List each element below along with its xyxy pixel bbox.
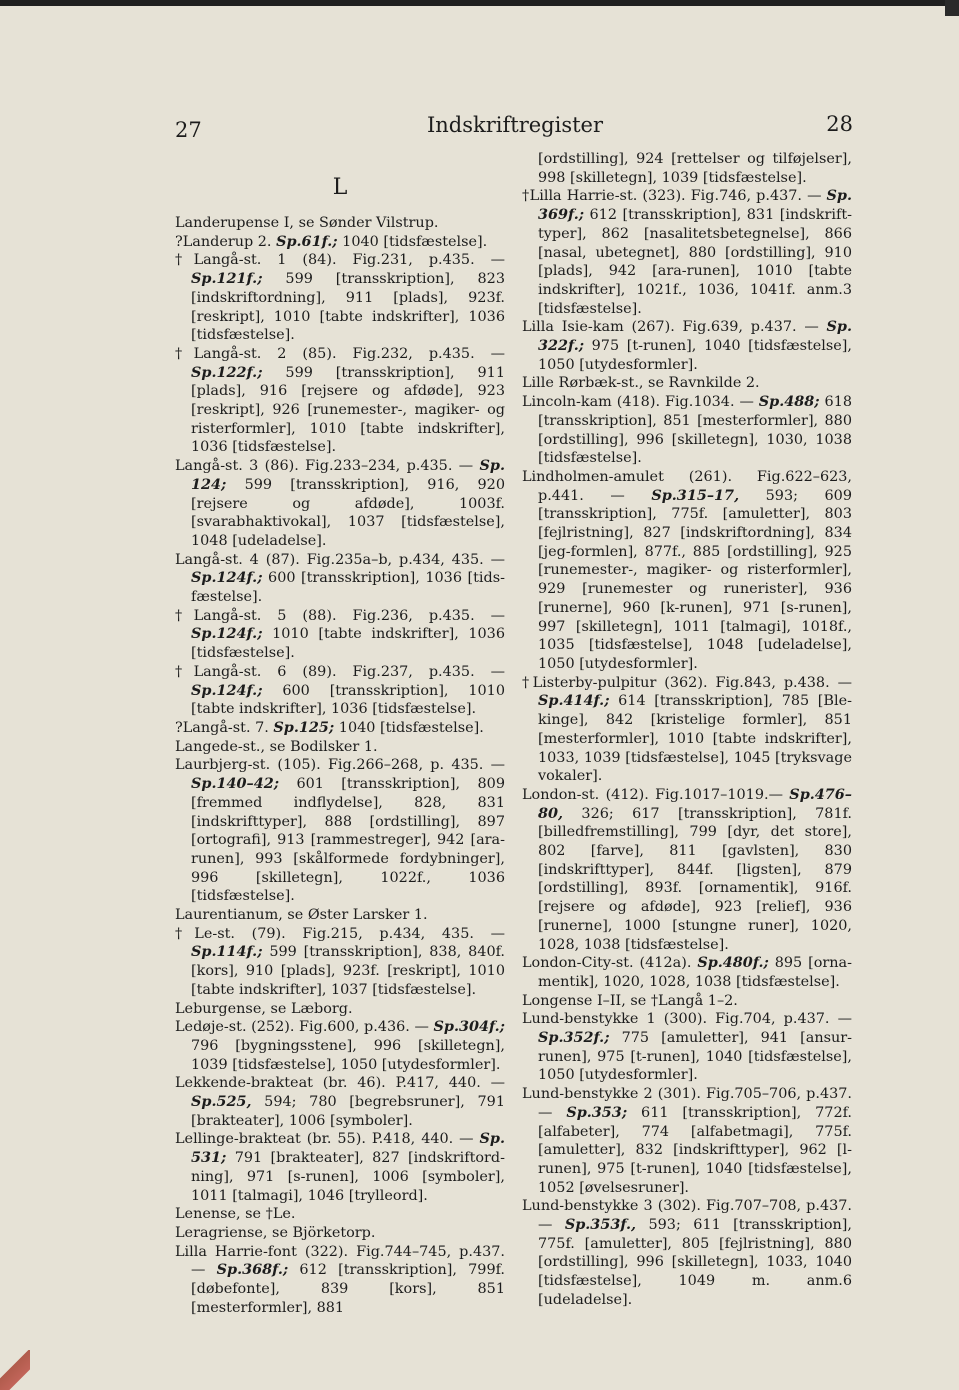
left-entry-list xyxy=(175,214,505,1317)
page-number-right: 28 xyxy=(826,112,853,136)
index-entry: †Langå-st. 1 (84). Fig.231, p.435. — Sp.121f.; 599 [transskription], 823 [indskriftordning], 911 [plads], 923f. [reskript], 1010 [tabte indskrifter], 1036 [tidsfæstelse]. xyxy=(175,252,505,344)
entry-reference: Sp.315–17, xyxy=(651,486,740,504)
entry-reference: Sp.121f.; xyxy=(191,270,263,288)
index-entry: Lille Rørbæk-st., se Ravnkilde 2. xyxy=(522,375,760,392)
entry-reference: Sp.124f.; xyxy=(191,681,263,699)
page-number-left: 27 xyxy=(175,118,202,142)
continued-entry: [ordstilling], 924 [rettelser og tilføjelser], 998 [skilletegn], 1039 [tidsfæstelse]. xyxy=(538,151,852,186)
scan-corner-mark xyxy=(945,0,959,16)
entry-reference: Sp.125; xyxy=(273,718,335,736)
right-column xyxy=(522,150,852,1310)
index-entry: ?Langå-st. 7. Sp.125; 1040 [tidsfæstelse]. xyxy=(175,718,484,736)
index-entry: ?Landerup 2. Sp.61f.; 1040 [tidsfæstelse]. xyxy=(175,232,488,250)
section-letter: L xyxy=(332,175,348,200)
index-entry: †Lilla Harrie-st. (323). Fig.746, p.437. — Sp. 369f.; 612 [transskription], 831 [indskrifttyper], 862 [nasalitetsbetegnelse], 866 [nasal, ubetegnet], 880 [ordstilling], 910 [plads], 942 [ara-runen], 1010 [tabte indskrifter], 1021f., 1036, 1041f. anm.3 [tidsfæstelse]. xyxy=(522,187,852,317)
index-entry: Lund-benstykke 2 (301). Fig.705–706, p.437. — Sp.353; 611 [transskription], 772f. [alfabeter], 774 [alfabetmagi], 775f. [amuletter], 832 [indskrifttyper], 962 [l-runen], 975 [t-runen], 1040 [tidsfæstelse], 1052 [øvelsesruner]. xyxy=(522,1086,853,1196)
index-entry: †Le-st. (79). Fig.215, p.434, 435. — Sp.114f.; 599 [transskription], 838, 840f. [kors], 910 [plads], 923f. [reskript], 1010 [tabte indskrifter], 1037 [tidsfæstelse]. xyxy=(175,925,505,998)
entry-reference: Sp.61f.; xyxy=(276,232,338,250)
entry-reference: Sp.304f.; xyxy=(433,1018,505,1036)
index-entry: Lincoln-kam (418). Fig.1034. — Sp.488; 618 [transskription], 851 [mesterformler], 880 [ordstilling], 996 [skilletegn], 1030, 1038 [tidsfæstelse]. xyxy=(522,393,853,467)
index-entry: Lenense, se †Le. xyxy=(175,1206,296,1223)
entry-reference: Sp.353f., xyxy=(564,1216,637,1234)
page-title: Indskriftregister xyxy=(426,113,604,137)
index-entry: Laurentianum, se Øster Larsker 1. xyxy=(175,907,428,924)
right-entry-list xyxy=(522,187,852,1309)
index-entry: Laurbjerg-st. (105). Fig.266–268, p. 435. — Sp.140–42; 601 [transskription], 809 [fremmed indflydelse], 828, 831 [indskrifttyper], 888 [ordstilling], 897 [ortografi], 913 [rammestreger], 942 [ara-runen], 993 [skålformede fordybninger], 996 [skilletegn], 1022f., 1036 [tidsfæstelse]. xyxy=(175,757,505,905)
index-entry: London-st. (412). Fig.1017–1019.— Sp.476–80, 326; 617 [transskription], 781f. [billedfremstilling], 799 [dyr, det store], 802 [farve], 811 [gavlsten], 830 [indskrifttyper], 844f. [ligsten], 879 [ordstilling], 893f. [ornamentik], 916f. [rejsere og afdøde], 923 [relief], 936 [runerne], 1000 [stungne runer], 1020, 1028, 1038 [tidsfæstelse]. xyxy=(522,785,852,953)
entry-reference: Sp. 322f.; xyxy=(538,318,852,355)
entry-reference: Sp.488; xyxy=(758,393,820,411)
index-entry: †Listerby-pulpitur (362). Fig.843, p.438. — Sp.414f.; 614 [transskription], 785 [Blekinge], 842 [kristelige formler], 851 [mesterformler], 1010 [tabte indskrifter], 1033, 1039 [tidsfæstelse], 1045 [tryksvage vokaler]. xyxy=(522,674,852,785)
entry-reference: Sp. 531; xyxy=(191,1130,505,1167)
index-entry: Leragriense, se Björketorp. xyxy=(175,1224,376,1241)
index-entry: Langå-st. 3 (86). Fig.233–234, p.435. — Sp. 124; 599 [transskription], 916, 920 [rejsere og afdøde], 1003f. [svarabhaktivokal], 1037 [tidsfæstelse], 1048 [udeladelse]. xyxy=(175,457,505,549)
left-column xyxy=(175,172,505,1317)
entry-reference: Sp.368f.; xyxy=(216,1261,289,1279)
index-entry: Lund-benstykke 3 (302). Fig.707–708, p.437. — Sp.353f., 593; 611 [transskription], 775f. [amuletter], 805 [fejlristning], 880 [ordstilling], 996 [skilletegn], 1033, 1040 [tidsfæstelse], 1049 m. anm.6 [udeladelse]. xyxy=(522,1198,852,1308)
entry-reference: Sp.124f.; xyxy=(191,625,263,643)
index-entry: †Langå-st. 2 (85). Fig.232, p.435. — Sp.122f.; 599 [transskription], 911 [plads], 916 [rejsere og afdøde], 923 [reskript], 926 [runemester-, magiker- og risterformler], 1010 [tabte indskrifter], 1036 [tidsfæstelse]. xyxy=(175,345,505,456)
index-entry: Landerupense I, se Sønder Vilstrup. xyxy=(175,215,439,231)
index-entry: Lilla Isie-kam (267). Fig.639, p.437. — Sp. 322f.; 975 [t-runen], 1040 [tidsfæstelse], 1050 [utydesformler]. xyxy=(522,318,852,373)
index-entry: Lund-benstykke 1 (300). Fig.704, p.437. — Sp.352f.; 775 [amuletter], 941 [ansur-runen], 975 [t-runen], 1040 [tidsfæstelse], 1050 [utydesformler]. xyxy=(522,1011,852,1084)
index-entry: †Langå-st. 5 (88). Fig.236, p.435. — Sp.124f.; 1010 [tabte indskrifter], 1036 [tidsfæstelse]. xyxy=(175,607,505,662)
entry-reference: Sp. 124; xyxy=(191,457,505,493)
scan-top-edge xyxy=(0,0,959,6)
index-entry: Lilla Harrie-font (322). Fig.744–745, p.437. — Sp.368f.; 612 [transskription], 799f. [døbefonte], 839 [kors], 851 [mesterformler], 881 xyxy=(175,1243,506,1316)
entry-reference: Sp.122f.; xyxy=(191,363,263,381)
entry-reference: Sp.114f.; xyxy=(191,943,263,961)
index-entry: †Langå-st. 6 (89). Fig.237, p.435. — Sp.124f.; 600 [transskription], 1010 [tabte indskrifter], 1036 [tidsfæstelse]. xyxy=(175,663,505,718)
entry-reference: Sp.124f.; xyxy=(191,569,263,587)
index-entry: Langede-st., se Bodilsker 1. xyxy=(175,738,378,755)
index-entry: Ledøje-st. (252). Fig.600, p.436. — Sp.304f.; 796 [bygningsstene], 996 [skilletegn], 1039 [tidsfæstelse], 1050 [utydesformler]. xyxy=(175,1018,505,1073)
entry-reference: Sp.476–80, xyxy=(538,785,852,822)
page-header xyxy=(175,110,855,146)
entry-reference: Sp.414f.; xyxy=(538,692,610,710)
index-entry: Leburgense, se Læborg. xyxy=(175,1000,353,1017)
index-entry: Langå-st. 4 (87). Fig.235a–b, p.434, 435. — Sp.124f.; 600 [transskription], 1036 [tidsfæstelse]. xyxy=(175,551,505,606)
index-entry: Lekkende-brakteat (br. 46). P.417, 440. — Sp.525, 594; 780 [begrebsruner], 791 [brakteater], 1006 [symboler]. xyxy=(175,1075,505,1129)
entry-reference: Sp. 369f.; xyxy=(538,187,852,224)
entry-reference: Sp.140–42; xyxy=(191,775,280,793)
scan-edge-tab xyxy=(0,1350,30,1390)
entry-reference: Sp.352f.; xyxy=(538,1029,610,1047)
index-entry: Lindholmen-amulet (261). Fig.622–623, p.441. — Sp.315–17, 593; 609 [transskription], 775f. [amuletter], 803 [fejlristning], 827 [indskriftordning], 834 [jeg-formlen], 877f., 885 [ordstilling], 925 [runemester-, magiker- og risterformler], 929 [runemester og runerister], 936 [runerne], 960 [k-runen], 971 [s-runen], 997 [skilletegn], 1011 [talmagi], 1018f., 1035 [tidsfæstelse], 1048 [udeladelse], 1050 [utydesformler]. xyxy=(522,468,852,672)
index-entry: Lellinge-brakteat (br. 55). P.418, 440. — Sp. 531; 791 [brakteater], 827 [indskriftordning], 971 [s-runen], 1006 [symboler], 1011 [talmagi], 1046 [trylleord]. xyxy=(175,1130,505,1204)
entry-reference: Sp.525, xyxy=(191,1093,252,1111)
index-entry: Longense I–II, se †Langå 1–2. xyxy=(522,992,738,1009)
index-entry: London-City-st. (412a). Sp.480f.; 895 [ornamentik], 1020, 1028, 1038 [tidsfæstelse]. xyxy=(522,954,853,990)
entry-reference: Sp.480f.; xyxy=(697,954,769,972)
entry-reference: Sp.353; xyxy=(566,1103,628,1121)
